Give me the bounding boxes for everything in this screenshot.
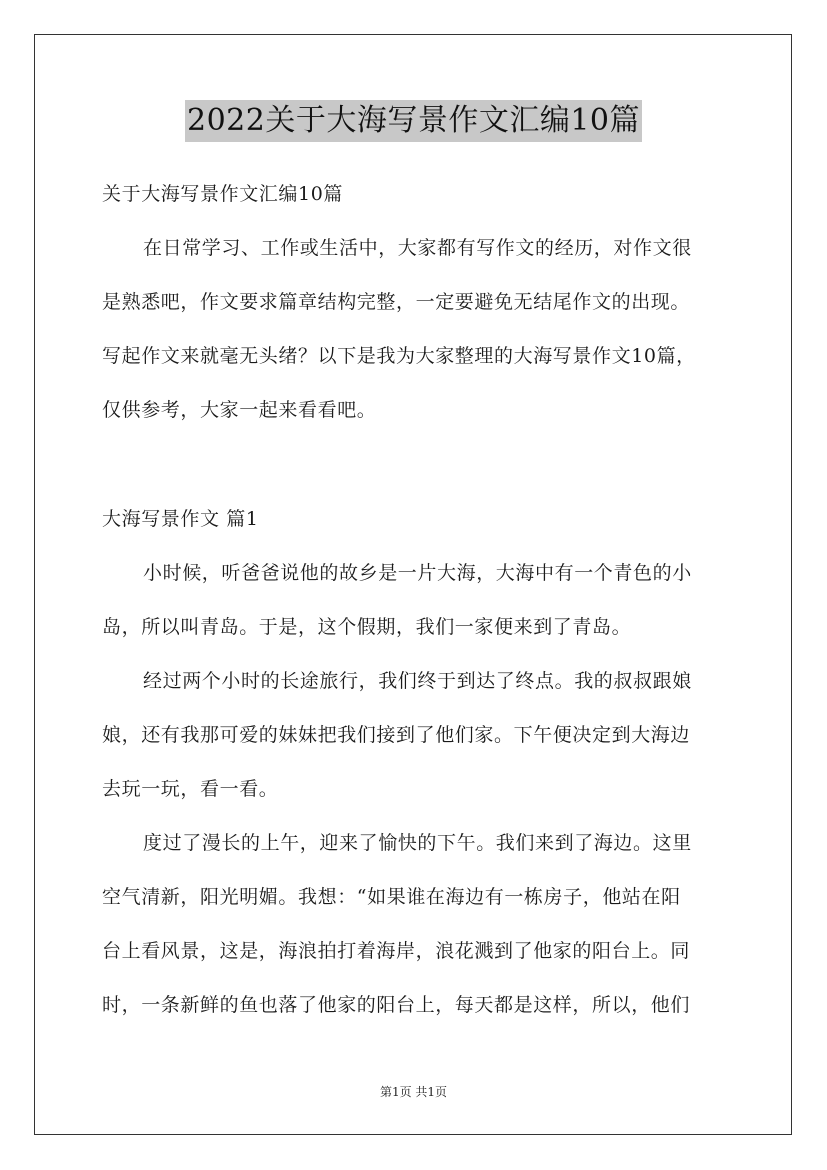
section-heading: 大海写景作文 篇1 — [102, 508, 259, 530]
page-footer: 第1页 共1页 — [379, 1085, 448, 1099]
intro-line: 是熟悉吧，作文要求篇章结构完整，一定要避免无结尾作文的出现。 — [102, 291, 691, 313]
intro-line: 写起作文来就毫无头绪？以下是我为大家整理的大海写景作文10篇， — [102, 345, 696, 367]
body-line: 度过了漫长的上午，迎来了愉快的下午。我们来到了海边。这里 — [143, 832, 692, 854]
body-line: 空气清新，阳光明媚。我想：“如果谁在海边有一栋房子，他站在阳 — [102, 886, 681, 908]
document-subtitle: 关于大海写景作文汇编10篇 — [102, 183, 343, 205]
title-container — [0, 100, 827, 142]
body-line: 经过两个小时的长途旅行，我们终于到达了终点。我的叔叔跟娘 — [143, 670, 692, 692]
body-line: 岛，所以叫青岛。于是，这个假期，我们一家便来到了青岛。 — [102, 616, 632, 638]
body-line: 娘，还有我那可爱的妹妹把我们接到了他们家。下午便决定到大海边 — [102, 724, 691, 746]
intro-line: 仅供参考，大家一起来看看吧。 — [102, 399, 377, 421]
intro-line: 在日常学习、工作或生活中，大家都有写作文的经历，对作文很 — [143, 237, 692, 259]
body-line: 小时候，听爸爸说他的故乡是一片大海，大海中有一个青色的小 — [143, 562, 692, 584]
body-line: 时，一条新鲜的鱼也落了他家的阳台上，每天都是这样，所以，他们 — [102, 994, 691, 1016]
body-line: 台上看风景，这是，海浪拍打着海岸，浪花溅到了他家的阳台上。同 — [102, 940, 691, 962]
document-title: 2022关于大海写景作文汇编10篇 — [185, 100, 642, 142]
body-line: 去玩一玩，看一看。 — [102, 778, 279, 800]
